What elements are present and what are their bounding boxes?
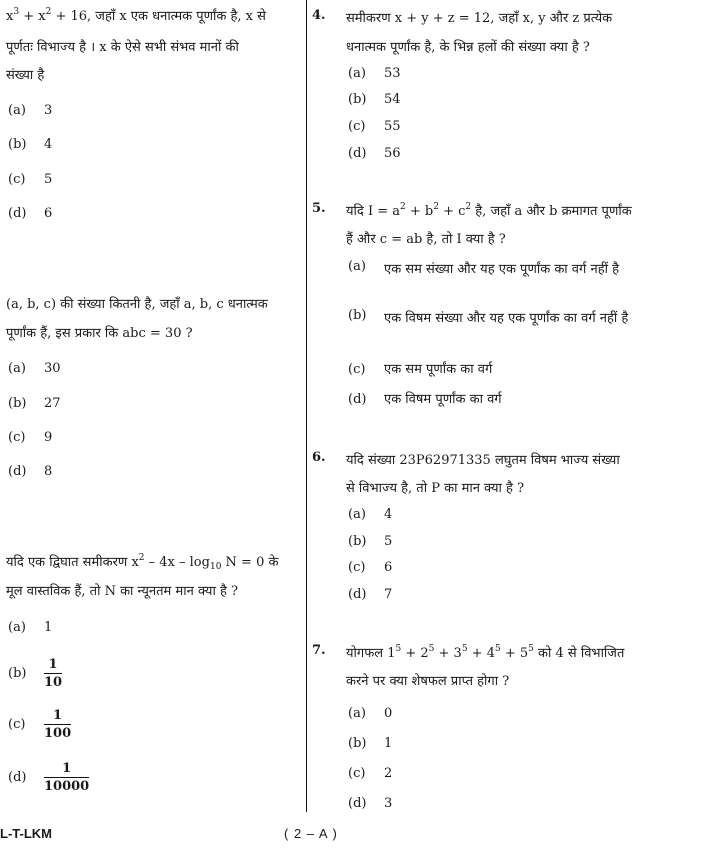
q1-stem-line3: संख्या है [6,68,45,83]
q6-stem-line1: यदि संख्या 23P62971335 लघुतम विषम भाज्य संख्या [346,453,620,468]
q5-option-c[interactable]: (c) एक सम पूर्णांक का वर्ग [348,362,493,377]
q1-option-c[interactable]: (c) 5 [8,172,53,187]
q2-option-d[interactable]: (d) 8 [8,464,53,479]
fraction: $\frac{1}{100}$ [44,707,72,741]
q3-option-c[interactable]: (c) $\frac{1}{100}$ [8,707,72,741]
question-number: 7. [312,643,326,658]
q4-option-b[interactable]: (b) 54 [348,92,401,107]
q7-option-a[interactable]: (a) 0 [348,706,393,721]
q4-option-a[interactable]: (a) 53 [348,66,401,81]
q3-option-b[interactable]: (b) $\frac{1}{10}$ [8,656,63,690]
q5-stem-line1: यदि $I = a^2 + b^2 + c^2$ है, जहाँ a और b क्रमागत पूर्णांक [346,202,632,219]
q2-stem-line1: (a, b, c) की संख्या कितनी है, जहाँ a, b, c धनात्मक [6,297,268,312]
q3-stem-line2: मूल वास्तविक हैं, तो N का न्यूनतम मान क्या है ? [6,584,238,599]
q1-option-d[interactable]: (d) 6 [8,206,53,221]
q5-stem-line2: हैं और c = ab है, तो I क्या है ? [346,232,506,247]
q7-option-c[interactable]: (c) 2 [348,766,393,781]
q4-option-c[interactable]: (c) 55 [348,119,401,134]
q6-option-a[interactable]: (a) 4 [348,507,393,522]
q7-option-d[interactable]: (d) 3 [348,796,393,811]
q6-stem-line2: से विभाज्य है, तो P का मान क्या है ? [346,481,525,496]
page-number: ( 2 – A ) [284,826,338,841]
q1-stem-line2: पूर्णतः विभाज्य है । x के ऐसे सभी संभव मानों की [6,40,239,55]
q2-option-b[interactable]: (b) 27 [8,396,61,411]
question-number: 6. [312,450,326,465]
q7-stem-line1: योगफल $1^5 + 2^5 + 3^5 + 4^5 + 5^5$ को 4 से विभाजित [346,644,625,661]
q7-option-b[interactable]: (b) 1 [348,736,393,751]
q3-option-a[interactable]: (a) 1 [8,620,53,635]
q3-option-d[interactable]: (d) $\frac{1}{10000}$ [8,760,90,794]
q1-option-a[interactable]: (a) 3 [8,103,53,118]
q1-stem-line1: $x^3 + x^2 + 16$, जहाँ x एक धनात्मक पूर्णांक है, x से [6,7,266,24]
q7-stem-line2: करने पर क्या शेषफल प्राप्त होगा ? [346,674,510,689]
column-divider [306,0,307,812]
fraction: $\frac{1}{10000}$ [44,760,90,794]
q2-option-a[interactable]: (a) 30 [8,361,61,376]
q4-stem-line2: धनात्मक पूर्णांक है, के भिन्न हलों की संख्या क्या है ? [346,40,590,55]
q2-option-c[interactable]: (c) 9 [8,430,53,445]
q5-option-b[interactable]: (b) एक विषम संख्या और यह एक पूर्णांक का वर्ग नहीं है [348,308,629,326]
q6-option-c[interactable]: (c) 6 [348,560,393,575]
question-number: 5. [312,201,326,216]
q3-stem-line1: यदि एक द्विघात समीकरण $x^2 - 4x - \log_{10} N = 0$ के [6,553,279,572]
q6-option-b[interactable]: (b) 5 [348,534,393,549]
q5-option-a[interactable]: (a) एक सम संख्या और यह एक पूर्णांक का वर्ग नहीं है [348,259,620,277]
q5-option-d[interactable]: (d) एक विषम पूर्णांक का वर्ग [348,392,502,407]
q1-option-b[interactable]: (b) 4 [8,137,53,152]
q6-option-d[interactable]: (d) 7 [348,587,393,602]
q4-stem-line1: समीकरण x + y + z = 12, जहाँ x, y और z प्रत्येक [346,11,613,26]
fraction: $\frac{1}{10}$ [44,656,63,690]
question-number: 4. [312,8,326,23]
booklet-code: L-T-LKM [0,826,52,841]
q2-stem-line2: पूर्णांक हैं, इस प्रकार कि abc = 30 ? [6,326,193,341]
q4-option-d[interactable]: (d) 56 [348,146,401,161]
